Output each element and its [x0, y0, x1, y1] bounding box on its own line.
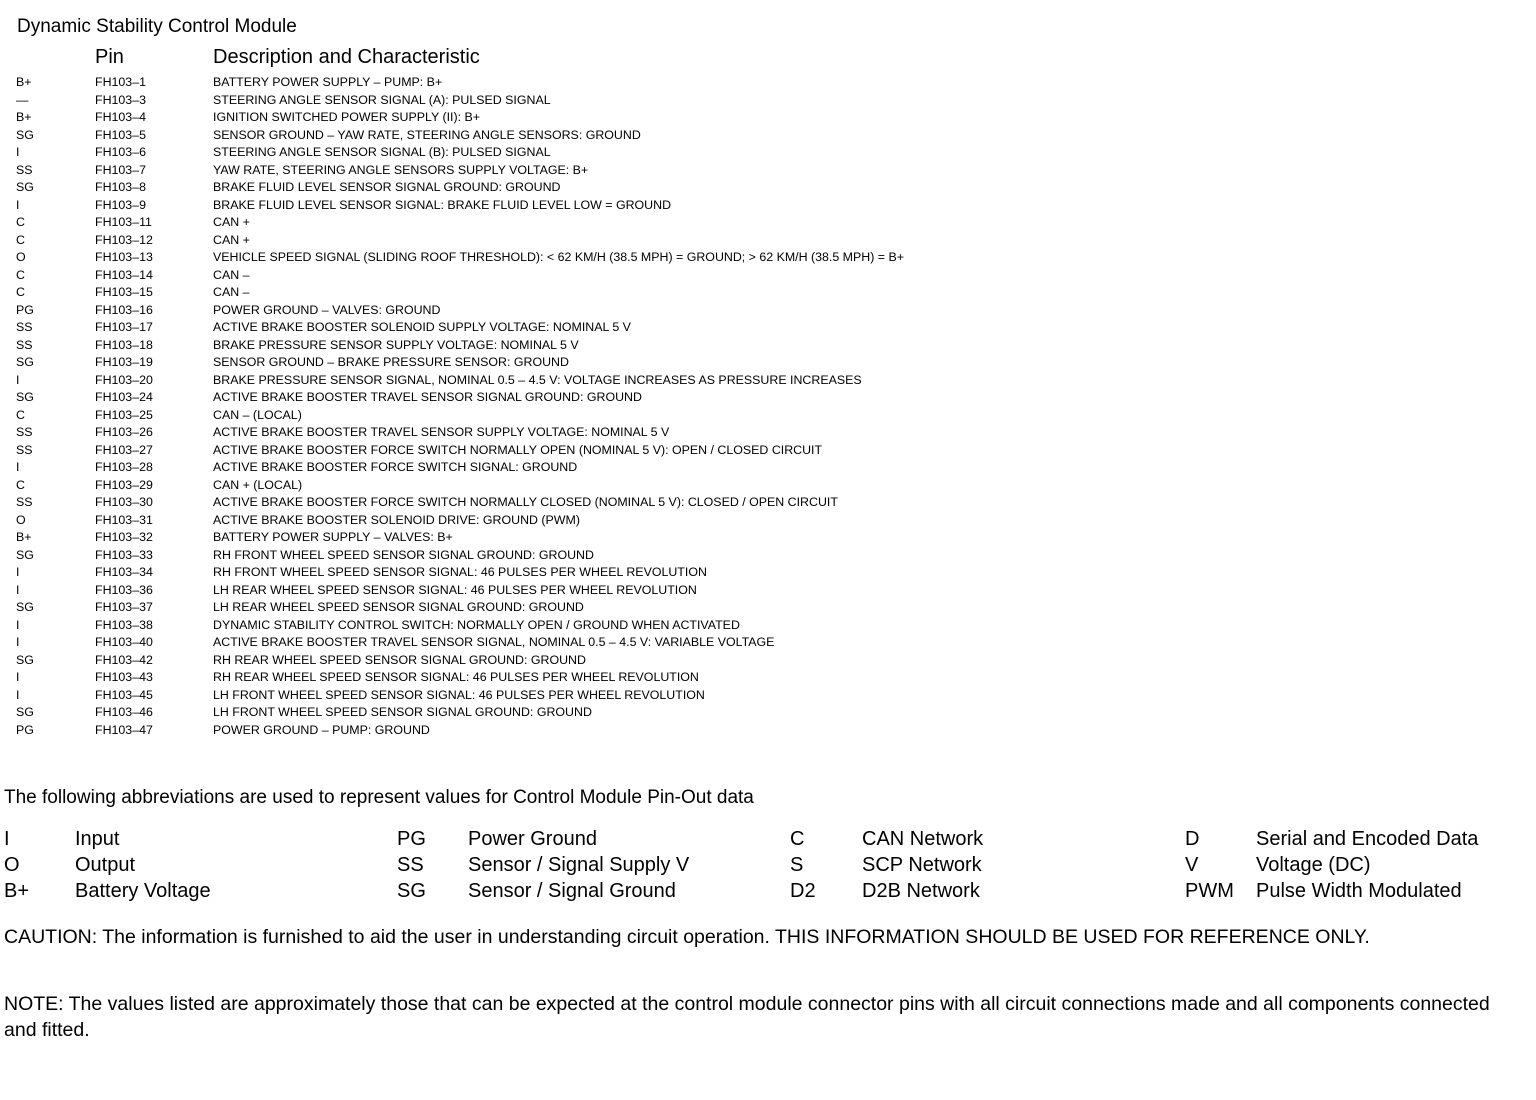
abbreviation-code: C	[790, 828, 805, 850]
abbreviation-code: O	[4, 854, 20, 876]
pin-description-cell: BATTERY POWER SUPPLY – VALVES: B+	[213, 530, 453, 544]
abbreviation-code: D	[1185, 828, 1200, 850]
pin-id-cell: FH103–15	[95, 285, 153, 299]
pin-description-cell: POWER GROUND – PUMP: GROUND	[213, 722, 430, 737]
caution-text: CAUTION: The information is furnished to aid the user in understanding circuit operation. THIS INFORMATION SHOULD BE USED FOR REFERENCE ONLY.	[4, 926, 1370, 948]
pin-type-cell: SG	[16, 180, 34, 194]
abbreviation-label: Input	[75, 828, 120, 850]
pin-description-cell: RH REAR WHEEL SPEED SENSOR SIGNAL: 46 PULSES PER WHEEL REVOLUTION	[213, 670, 699, 684]
pin-type-cell: SG	[16, 547, 34, 562]
pin-description-cell: ACTIVE BRAKE BOOSTER FORCE SWITCH NORMALLY CLOSED (NOMINAL 5 V): CLOSED / OPEN CIRCUIT	[213, 495, 838, 509]
pin-type-cell: I	[16, 617, 20, 632]
pin-type-cell: —	[16, 92, 29, 107]
pin-id-cell: FH103–31	[95, 512, 153, 527]
pin-id-cell: FH103–9	[95, 197, 146, 212]
page-title: Dynamic Stability Control Module	[17, 16, 297, 37]
pin-id-cell: FH103–29	[95, 477, 153, 492]
pin-id-cell: FH103–11	[95, 215, 152, 229]
pin-type-cell: C	[16, 215, 25, 229]
pin-description-cell: IGNITION SWITCHED POWER SUPPLY (II): B+	[213, 110, 481, 124]
pin-id-cell: FH103–5	[95, 127, 146, 142]
pin-description-cell: ACTIVE BRAKE BOOSTER SOLENOID DRIVE: GROUND (PWM)	[213, 512, 580, 527]
abbreviation-code: I	[4, 828, 10, 850]
pin-id-cell: FH103–1	[95, 75, 146, 89]
pin-id-cell: FH103–14	[95, 267, 153, 282]
pin-id-cell: FH103–4	[95, 110, 146, 124]
pin-description-cell: CAN +	[213, 215, 250, 229]
pin-type-cell: PG	[16, 722, 34, 737]
pin-description-cell: DYNAMIC STABILITY CONTROL SWITCH: NORMALLY OPEN / GROUND WHEN ACTIVATED	[213, 617, 740, 632]
abbreviation-label: Voltage (DC)	[1256, 854, 1371, 876]
pin-type-cell: I	[16, 197, 20, 212]
abbreviation-code: S	[790, 854, 804, 876]
pin-description-cell: BRAKE PRESSURE SENSOR SIGNAL, NOMINAL 0.5 – 4.5 V: VOLTAGE INCREASES AS PRESSURE INCREASES	[213, 372, 862, 387]
pin-type-cell: C	[16, 477, 25, 492]
pin-type-cell: O	[16, 250, 26, 264]
pin-type-cell: SS	[16, 162, 33, 177]
pin-description-cell: BRAKE PRESSURE SENSOR SUPPLY VOLTAGE: NOMINAL 5 V	[213, 337, 579, 352]
pin-description-cell: STEERING ANGLE SENSOR SIGNAL (A): PULSED SIGNAL	[213, 92, 551, 107]
pin-description-cell: RH FRONT WHEEL SPEED SENSOR SIGNAL GROUND: GROUND	[213, 547, 594, 562]
pin-type-cell: I	[16, 687, 20, 702]
pin-type-cell: C	[16, 285, 25, 299]
pin-type-cell: SS	[16, 425, 33, 439]
pin-id-cell: FH103–12	[95, 232, 153, 247]
pin-id-cell: FH103–36	[95, 582, 153, 597]
pin-id-cell: FH103–24	[95, 390, 153, 404]
abbreviation-code: SG	[397, 880, 426, 902]
pin-id-cell: FH103–46	[95, 705, 153, 719]
abbreviation-label: Serial and Encoded Data	[1256, 828, 1479, 850]
abbreviation-label: CAN Network	[862, 828, 984, 850]
pin-id-cell: FH103–3	[95, 92, 146, 107]
pin-type-cell: B+	[16, 110, 32, 124]
pin-description-cell: LH FRONT WHEEL SPEED SENSOR SIGNAL: 46 PULSES PER WHEEL REVOLUTION	[213, 687, 705, 702]
pin-id-cell: FH103–43	[95, 670, 153, 684]
pin-id-cell: FH103–32	[95, 530, 153, 544]
pin-description-cell: ACTIVE BRAKE BOOSTER SOLENOID SUPPLY VOLTAGE: NOMINAL 5 V	[213, 320, 631, 334]
pin-description-cell: SENSOR GROUND – YAW RATE, STEERING ANGLE SENSORS: GROUND	[213, 127, 641, 142]
pin-id-cell: FH103–25	[95, 407, 153, 422]
abbreviation-label: SCP Network	[862, 854, 982, 876]
abbreviation-label: Sensor / Signal Ground	[468, 880, 676, 902]
pin-type-cell: SS	[16, 495, 33, 509]
abbreviation-code: B+	[4, 880, 30, 902]
pin-id-cell: FH103–6	[95, 145, 146, 159]
pin-description-cell: STEERING ANGLE SENSOR SIGNAL (B): PULSED SIGNAL	[213, 145, 551, 159]
abbreviation-label: D2B Network	[862, 880, 980, 902]
pin-type-cell: SG	[16, 355, 34, 369]
abbreviation-label: Power Ground	[468, 828, 597, 850]
pin-type-cell: PG	[16, 302, 34, 317]
pin-id-cell: FH103–17	[95, 320, 153, 334]
pin-type-cell: SG	[16, 652, 34, 667]
pin-description-cell: POWER GROUND – VALVES: GROUND	[213, 302, 441, 317]
pin-type-cell: B+	[16, 75, 32, 89]
pin-type-cell: B+	[16, 530, 32, 544]
abbreviation-code: PG	[397, 828, 426, 850]
pin-type-cell: SG	[16, 705, 34, 719]
pin-description-cell: CAN – (LOCAL)	[213, 407, 302, 422]
pin-description-cell: BRAKE FLUID LEVEL SENSOR SIGNAL: BRAKE FLUID LEVEL LOW = GROUND	[213, 197, 672, 212]
pin-description-cell: RH FRONT WHEEL SPEED SENSOR SIGNAL: 46 PULSES PER WHEEL REVOLUTION	[213, 565, 707, 579]
pin-type-cell: I	[16, 670, 20, 684]
pin-id-cell: FH103–30	[95, 495, 153, 509]
pin-description-cell: LH REAR WHEEL SPEED SENSOR SIGNAL: 46 PULSES PER WHEEL REVOLUTION	[213, 582, 697, 597]
pin-id-cell: FH103–7	[95, 162, 146, 177]
pin-type-cell: I	[16, 372, 20, 387]
pin-type-cell: SS	[16, 442, 33, 457]
pin-description-cell: ACTIVE BRAKE BOOSTER TRAVEL SENSOR SUPPLY VOLTAGE: NOMINAL 5 V	[213, 425, 670, 439]
pin-id-cell: FH103–42	[95, 652, 153, 667]
pin-type-cell: SG	[16, 127, 34, 142]
pin-id-cell: FH103–20	[95, 372, 153, 387]
pin-type-cell: C	[16, 267, 25, 282]
note-text: NOTE: The values listed are approximately those that can be expected at the control module connector pins with all circuit connections made and all components connected and fitted.	[4, 993, 1490, 1041]
pin-id-cell: FH103–27	[95, 442, 153, 457]
pin-type-cell: I	[16, 460, 20, 474]
pin-id-cell: FH103–45	[95, 687, 153, 702]
pin-id-cell: FH103–40	[95, 635, 153, 649]
pin-type-cell: SS	[16, 337, 33, 352]
pin-id-cell: FH103–19	[95, 355, 153, 369]
pin-id-cell: FH103–38	[95, 617, 153, 632]
pin-id-cell: FH103–18	[95, 337, 153, 352]
pin-type-cell: I	[16, 635, 20, 649]
abbreviation-label: Battery Voltage	[75, 880, 211, 902]
abbreviation-label: Output	[75, 854, 136, 876]
pin-description-cell: RH REAR WHEEL SPEED SENSOR SIGNAL GROUND: GROUND	[213, 652, 586, 667]
pin-type-cell: C	[16, 407, 25, 422]
abbreviations-intro: The following abbreviations are used to represent values for Control Module Pin-Out data	[4, 787, 754, 808]
pin-description-cell: ACTIVE BRAKE BOOSTER TRAVEL SENSOR SIGNAL, NOMINAL 0.5 – 4.5 V: VARIABLE VOLTAGE	[213, 635, 775, 649]
pin-description-cell: ACTIVE BRAKE BOOSTER TRAVEL SENSOR SIGNAL GROUND: GROUND	[213, 390, 642, 404]
pin-id-cell: FH103–26	[95, 425, 153, 439]
pin-type-cell: SG	[16, 600, 34, 614]
pin-type-cell: SS	[16, 320, 33, 334]
pin-description-cell: LH FRONT WHEEL SPEED SENSOR SIGNAL GROUND: GROUND	[213, 705, 592, 719]
abbreviation-code: V	[1185, 854, 1199, 876]
abbreviation-label: Pulse Width Modulated	[1256, 880, 1462, 902]
pin-description-cell: CAN –	[213, 267, 250, 282]
pin-description-cell: BATTERY POWER SUPPLY – PUMP: B+	[213, 75, 443, 89]
pin-type-cell: I	[16, 565, 20, 579]
pin-type-cell: O	[16, 512, 26, 527]
pin-description-cell: ACTIVE BRAKE BOOSTER FORCE SWITCH SIGNAL: GROUND	[213, 460, 578, 474]
pin-description-cell: CAN +	[213, 232, 250, 247]
pin-type-cell: C	[16, 232, 25, 247]
pin-id-cell: FH103–33	[95, 547, 153, 562]
pin-description-cell: BRAKE FLUID LEVEL SENSOR SIGNAL GROUND: GROUND	[213, 180, 561, 194]
pin-id-cell: FH103–28	[95, 460, 153, 474]
abbreviation-code: PWM	[1185, 880, 1234, 902]
description-column-header: Description and Characteristic	[213, 46, 480, 68]
pin-description-cell: SENSOR GROUND – BRAKE PRESSURE SENSOR: GROUND	[213, 355, 569, 369]
abbreviation-code: SS	[397, 854, 424, 876]
pin-description-cell: ACTIVE BRAKE BOOSTER FORCE SWITCH NORMALLY OPEN (NOMINAL 5 V): OPEN / CLOSED CIRCUIT	[213, 442, 823, 457]
pin-id-cell: FH103–47	[95, 722, 153, 737]
pin-type-cell: I	[16, 582, 20, 597]
pin-type-cell: SG	[16, 390, 34, 404]
pin-description-cell: YAW RATE, STEERING ANGLE SENSORS SUPPLY VOLTAGE: B+	[213, 162, 589, 177]
pin-id-cell: FH103–16	[95, 302, 153, 317]
pin-id-cell: FH103–8	[95, 180, 146, 194]
pin-description-cell: VEHICLE SPEED SIGNAL (SLIDING ROOF THRESHOLD): < 62 KM/H (38.5 MPH) = GROUND; > 62 KM/H (38.5 MPH) = B+	[213, 250, 904, 264]
pin-column-header: Pin	[95, 46, 124, 68]
pin-id-cell: FH103–37	[95, 600, 153, 614]
pin-description-cell: CAN –	[213, 285, 250, 299]
abbreviation-label: Sensor / Signal Supply V	[468, 854, 690, 876]
pin-id-cell: FH103–34	[95, 565, 153, 579]
pin-id-cell: FH103–13	[95, 250, 153, 264]
abbreviation-code: D2	[790, 880, 816, 902]
pin-description-cell: LH REAR WHEEL SPEED SENSOR SIGNAL GROUND: GROUND	[213, 600, 584, 614]
pin-description-cell: CAN + (LOCAL)	[213, 477, 303, 492]
pin-type-cell: I	[16, 145, 20, 159]
